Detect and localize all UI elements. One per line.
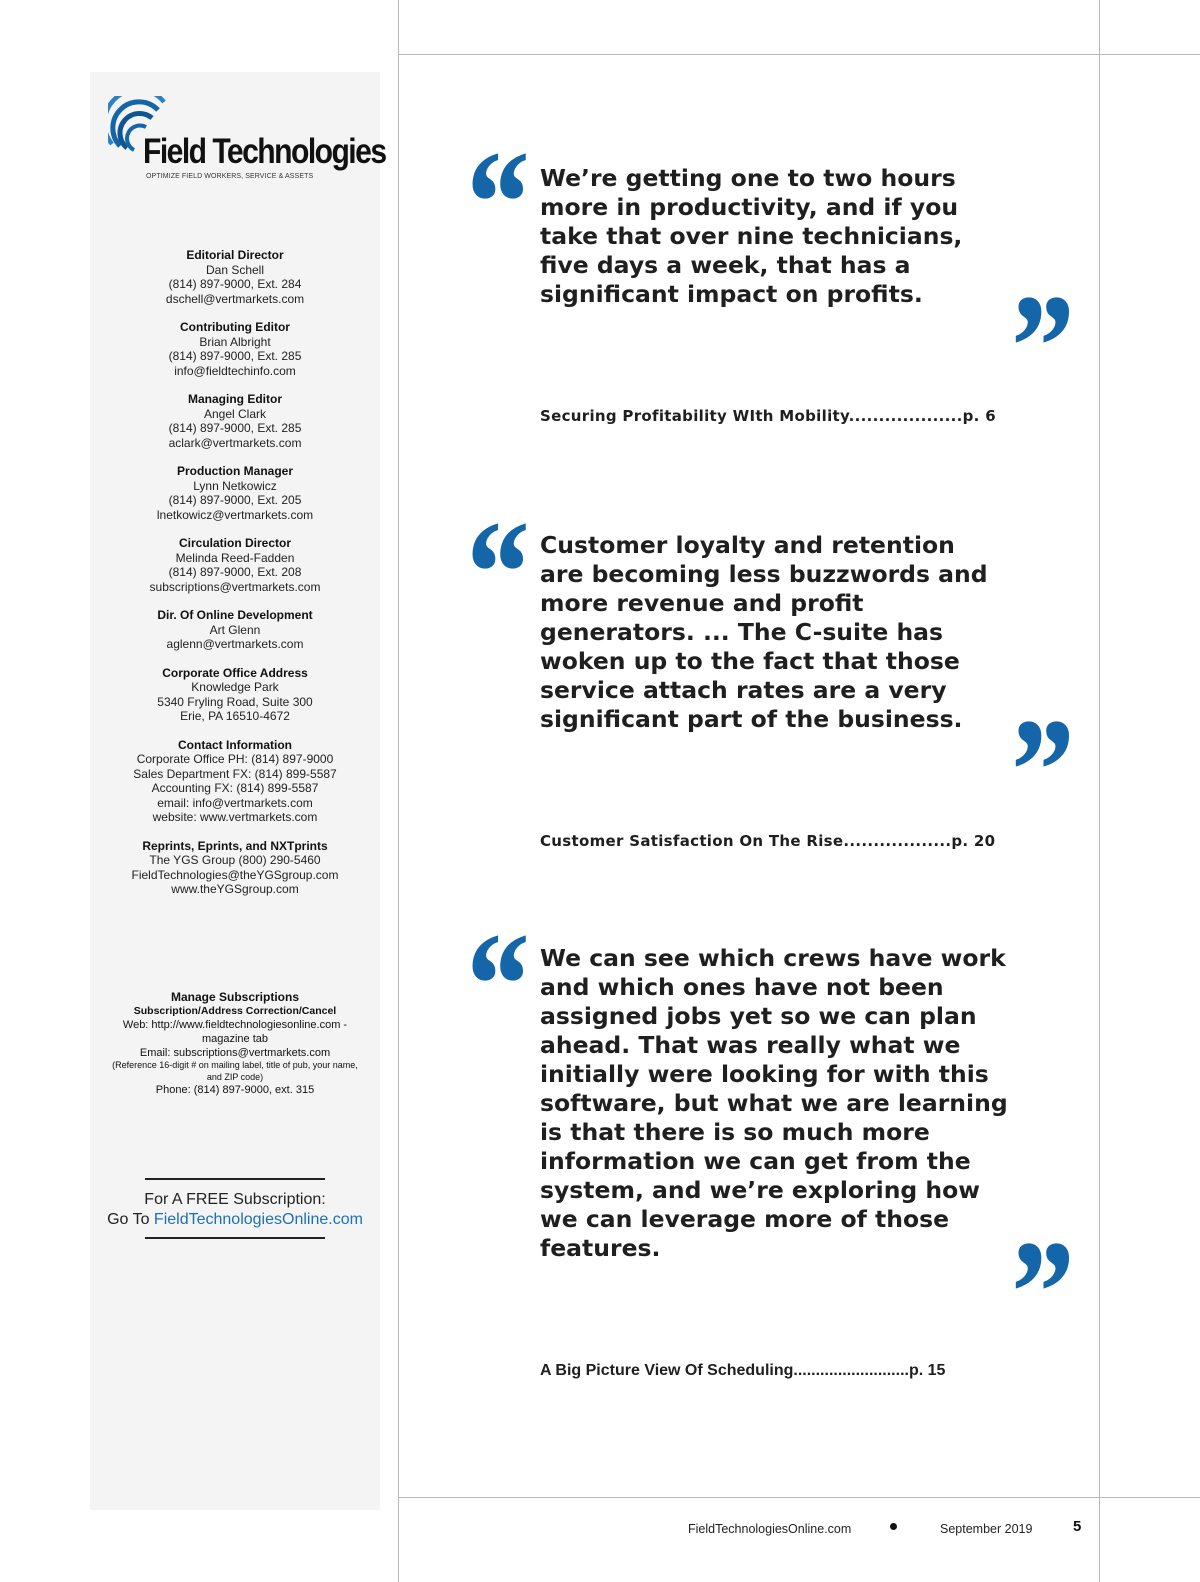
article-ref-1[interactable]: Securing Profitability WIth Mobility...................p. 6 <box>540 407 996 425</box>
subscriptions-web-tab: magazine tab <box>201 1033 269 1045</box>
close-quote-icon: ” <box>1003 264 1072 430</box>
staff-detail: Melinda Reed-Fadden <box>175 550 295 565</box>
staff-role: Circulation Director <box>178 536 292 550</box>
column-divider-left <box>398 0 399 1582</box>
free-subscription-goto: Go To <box>107 1211 154 1228</box>
pull-quote-1: We’re getting one to two hours more in productivity, and if you take that over nine technicians, five days a week, that has a significant impact on profits. <box>540 164 963 308</box>
staff-entry <box>90 248 380 306</box>
staff-entry <box>90 738 380 825</box>
bottom-rule <box>398 1497 1200 1498</box>
staff-detail: info@fieldtechinfo.com <box>174 363 296 378</box>
staff-detail: aclark@vertmarkets.com <box>168 435 302 450</box>
article-ref-3[interactable]: A Big Picture View Of Scheduling..........................p. 15 <box>540 1362 946 1379</box>
staff-role: Corporate Office Address <box>162 665 308 680</box>
staff-detail: lnetkowicz@vertmarkets.com <box>156 507 314 522</box>
top-rule <box>398 54 1200 55</box>
brand-name: Field Technologies <box>143 132 386 171</box>
staff-detail: Sales Department FX: (814) 899-5587 <box>133 766 337 781</box>
open-quote-icon: “ <box>459 490 528 656</box>
subscriptions-subtitle: Subscription/Address Correction/Cancel <box>133 1005 337 1017</box>
staff-detail: www.theYGSgroup.com <box>171 882 299 896</box>
staff-role: Contact Information <box>178 737 292 752</box>
staff-detail: Accounting FX: (814) 899-5587 <box>151 781 319 795</box>
staff-detail: website: www.vertmarkets.com <box>152 810 318 824</box>
staff-entry <box>90 320 380 378</box>
free-subscription-link[interactable]: FieldTechnologiesOnline.com <box>153 1211 363 1228</box>
subscriptions-note: (Reference 16-digit # on mailing label, title of pub, your name, and ZIP code) <box>112 1060 358 1082</box>
staff-role: Contributing Editor <box>180 320 290 334</box>
staff-detail: email: info@vertmarkets.com <box>157 795 313 810</box>
staff-detail: (814) 897-9000, Ext. 285 <box>168 421 302 435</box>
close-quote-icon: ” <box>1003 688 1072 854</box>
staff-detail: (814) 897-9000, Ext. 285 <box>168 349 302 363</box>
brand-logo <box>108 96 386 186</box>
staff-detail: Angel Clark <box>203 406 267 421</box>
staff-entry <box>90 839 380 897</box>
subscriptions-email: Email: subscriptions@vertmarkets.com <box>139 1047 331 1059</box>
footer-site: FieldTechnologiesOnline.com <box>688 1522 852 1536</box>
staff-detail: Knowledge Park <box>191 680 279 694</box>
footer-bullet-icon <box>890 1523 897 1530</box>
staff-role: Dir. Of Online Development <box>157 608 313 622</box>
open-quote-icon: “ <box>459 120 528 286</box>
open-quote-icon: “ <box>459 902 528 1068</box>
staff-detail: (814) 897-9000, Ext. 208 <box>168 565 302 579</box>
free-subscription <box>90 1190 380 1230</box>
brand-tagline: OPTIMIZE FIELD WORKERS, SERVICE & ASSETS <box>146 173 314 180</box>
staff-detail: aglenn@vertmarkets.com <box>166 637 304 651</box>
masthead-sidebar <box>90 72 386 1510</box>
staff-detail: Brian Albright <box>199 334 271 349</box>
staff-detail: Erie, PA 16510-4672 <box>180 709 290 723</box>
staff-entry <box>90 666 380 724</box>
staff-entry <box>90 464 380 522</box>
staff-detail: Art Glenn <box>209 622 261 637</box>
footer-date: September 2019 <box>940 1522 1033 1536</box>
page-number: 5 <box>1073 1518 1082 1535</box>
staff-detail: Corporate Office PH: (814) 897-9000 <box>136 752 334 766</box>
staff-detail: FieldTechnologies@theYGSgroup.com <box>131 867 339 882</box>
subscriptions-title: Manage Subscriptions <box>170 990 300 1004</box>
staff-entry <box>90 392 380 450</box>
staff-detail: The YGS Group (800) 290-5460 <box>149 853 321 867</box>
pull-quote-2: Customer loyalty and retention are becoming less buzzwords and more revenue and profit generators. ... The C-suite has woken up to the fact that those service attach rates are a very significant part of the business. <box>540 531 988 733</box>
staff-directory <box>90 248 380 911</box>
staff-detail: dschell@vertmarkets.com <box>165 291 305 306</box>
staff-role: Production Manager <box>176 464 293 478</box>
subscriptions-web: Web: http://www.fieldtechnologiesonline.com - <box>122 1019 348 1031</box>
free-subscription-rule-bottom <box>145 1237 325 1239</box>
staff-role: Reprints, Eprints, and NXTprints <box>142 838 328 853</box>
staff-detail: (814) 897-9000, Ext. 284 <box>168 277 302 291</box>
article-ref-2[interactable]: Customer Satisfaction On The Rise..................p. 20 <box>540 832 996 850</box>
staff-detail: subscriptions@vertmarkets.com <box>149 579 321 594</box>
staff-detail: Dan Schell <box>205 262 265 277</box>
staff-role: Managing Editor <box>188 392 282 406</box>
staff-detail: (814) 897-9000, Ext. 205 <box>168 493 302 507</box>
free-subscription-rule-top <box>145 1178 325 1180</box>
staff-detail: Lynn Netkowicz <box>193 478 277 493</box>
staff-entry <box>90 608 380 652</box>
staff-entry <box>90 536 380 594</box>
staff-role: Editorial Director <box>186 248 284 262</box>
staff-detail: 5340 Fryling Road, Suite 300 <box>157 694 313 709</box>
free-subscription-line: For A FREE Subscription: <box>144 1191 326 1208</box>
pull-quote-3: We can see which crews have work and which ones have not been assigned jobs yet so we can plan ahead. That was really what we initially were looking for with this software, but what we are learning is that there is so much more information we can get from the system, and we’re exploring how we can leverage more of those features. <box>540 944 1008 1262</box>
column-divider-right <box>1099 0 1100 1582</box>
close-quote-icon: ” <box>1003 1210 1072 1376</box>
manage-subscriptions <box>90 990 380 1097</box>
subscriptions-phone: Phone: (814) 897-9000, ext. 315 <box>155 1084 315 1096</box>
